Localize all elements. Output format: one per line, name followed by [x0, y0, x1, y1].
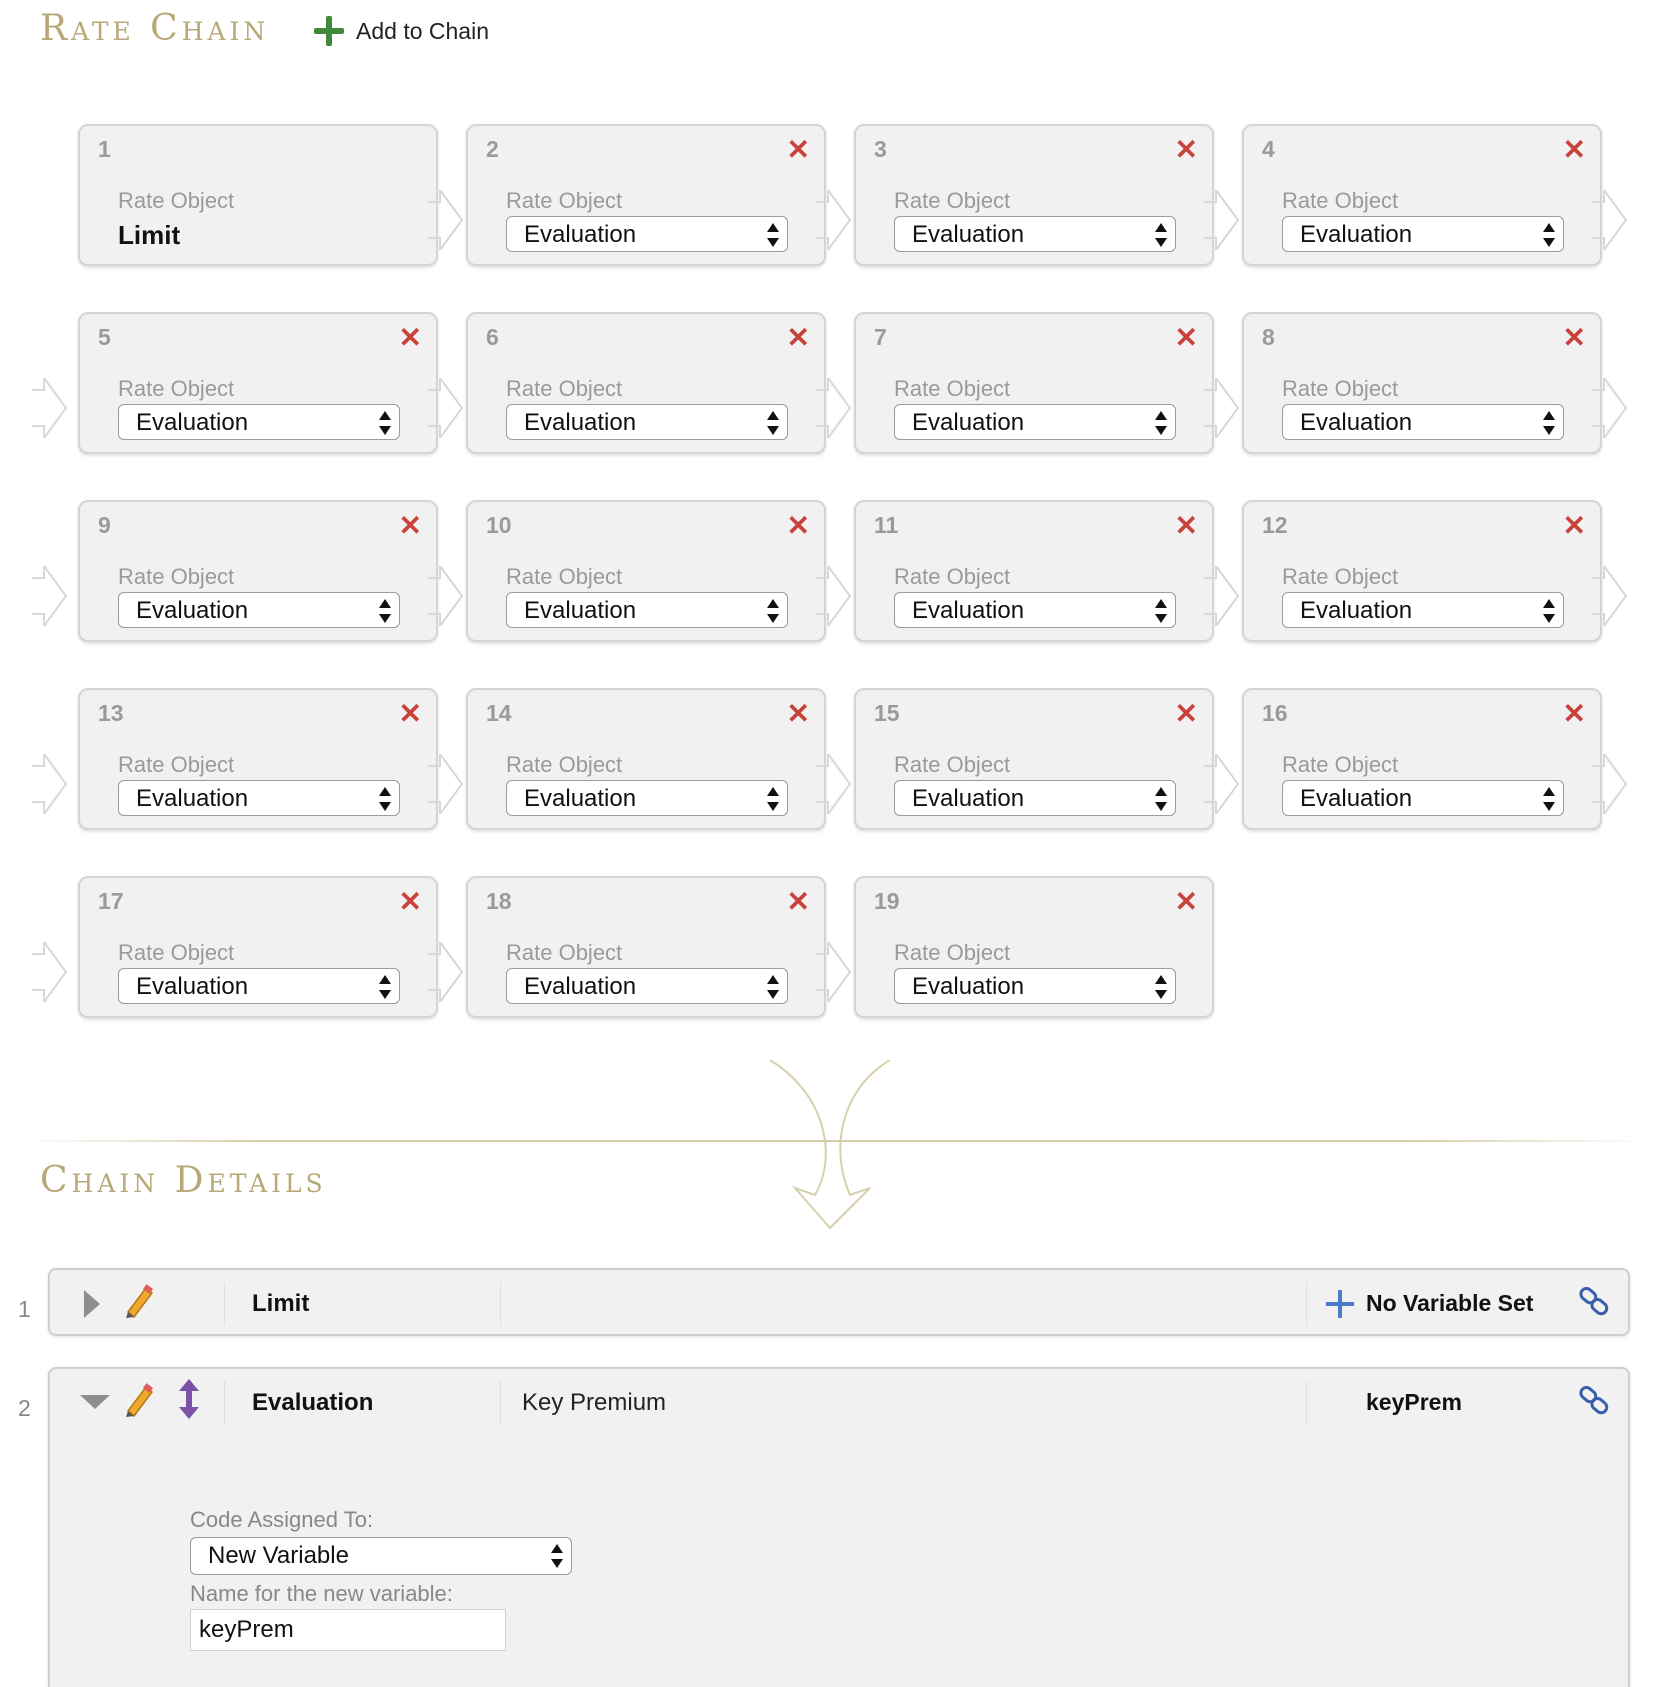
- rate-chain-card: [78, 500, 438, 642]
- card-number: 1: [98, 136, 111, 162]
- select-arrows-icon: [767, 411, 779, 435]
- rate-object-value: Evaluation: [524, 409, 637, 436]
- close-icon[interactable]: ✕: [1562, 510, 1586, 541]
- rate-object-value: Evaluation: [524, 973, 637, 1000]
- close-icon[interactable]: ✕: [1174, 698, 1198, 729]
- rate-object-value: Evaluation: [136, 785, 249, 812]
- close-icon[interactable]: ✕: [398, 322, 422, 353]
- rate-object-select[interactable]: [506, 780, 788, 816]
- rate-object-select[interactable]: [1282, 216, 1564, 252]
- add-to-chain-label: Add to Chain: [356, 17, 489, 44]
- close-icon[interactable]: ✕: [1174, 134, 1198, 165]
- column-separator: [224, 1381, 225, 1425]
- rate-object-label: Rate Object: [894, 188, 1011, 213]
- rate-object-label: Rate Object: [506, 376, 623, 401]
- rate-object-value: Evaluation: [1300, 409, 1413, 436]
- column-separator: [500, 1282, 501, 1326]
- rate-object-value: Evaluation: [524, 785, 637, 812]
- rate-object-select[interactable]: [118, 780, 400, 816]
- close-icon[interactable]: ✕: [1562, 322, 1586, 353]
- code-assigned-value: New Variable: [208, 1542, 349, 1569]
- rate-object-select[interactable]: [506, 592, 788, 628]
- rate-object-value: Evaluation: [912, 221, 1025, 248]
- close-icon[interactable]: ✕: [1562, 698, 1586, 729]
- rate-object-select[interactable]: [1282, 592, 1564, 628]
- rate-object-value: Limit: [118, 220, 181, 250]
- detail-variable: No Variable Set: [1366, 1290, 1534, 1316]
- rate-chain-card: [466, 500, 826, 642]
- rate-object-label: Rate Object: [1282, 188, 1399, 213]
- rate-object-select[interactable]: [894, 780, 1176, 816]
- rate-object-select[interactable]: [506, 216, 788, 252]
- rate-chain-card: [78, 312, 438, 454]
- rate-chain-card: [854, 688, 1214, 830]
- select-arrows-icon: [379, 787, 391, 811]
- detail-variable: keyPrem: [1366, 1389, 1462, 1415]
- rate-object-select[interactable]: [118, 404, 400, 440]
- rate-object-label: Rate Object: [1282, 564, 1399, 589]
- pencil-icon[interactable]: [124, 1284, 154, 1318]
- card-number: 4: [1262, 136, 1275, 162]
- pencil-icon[interactable]: [124, 1383, 154, 1417]
- card-number: 18: [486, 888, 512, 914]
- card-number: 2: [486, 136, 499, 162]
- card-number: 16: [1262, 700, 1288, 726]
- chain-connector-arrow: [32, 378, 78, 438]
- rate-object-value: Evaluation: [1300, 597, 1413, 624]
- column-separator: [1306, 1381, 1307, 1425]
- detail-row-index: 2: [18, 1395, 31, 1421]
- rate-object-value: Evaluation: [136, 409, 249, 436]
- section-divider: [20, 1140, 1650, 1142]
- rate-chain-card: [1242, 312, 1602, 454]
- rate-object-value: Evaluation: [136, 597, 249, 624]
- rate-object-select[interactable]: [894, 216, 1176, 252]
- rate-object-label: Rate Object: [118, 188, 235, 213]
- card-number: 7: [874, 324, 887, 350]
- close-icon[interactable]: ✕: [398, 698, 422, 729]
- close-icon[interactable]: ✕: [1562, 134, 1586, 165]
- select-arrows-icon: [1155, 411, 1167, 435]
- close-icon[interactable]: ✕: [1174, 886, 1198, 917]
- select-arrows-icon: [1543, 223, 1555, 247]
- rate-chain-card: [466, 124, 826, 266]
- close-icon[interactable]: ✕: [786, 886, 810, 917]
- select-arrows-icon: [767, 787, 779, 811]
- card-number: 19: [874, 888, 900, 914]
- rate-chain-card: [854, 124, 1214, 266]
- select-arrows-icon: [379, 599, 391, 623]
- select-arrows-icon: [379, 975, 391, 999]
- rate-chain-card: [78, 124, 438, 266]
- detail-name: Limit: [252, 1290, 310, 1317]
- chain-connector-arrow: [32, 754, 78, 814]
- rate-chain-card: [854, 876, 1214, 1018]
- close-icon[interactable]: ✕: [786, 134, 810, 165]
- select-arrows-icon: [1543, 787, 1555, 811]
- add-variable-icon[interactable]: [1326, 1290, 1354, 1318]
- rate-object-value: Evaluation: [912, 785, 1025, 812]
- card-number: 15: [874, 700, 900, 726]
- rate-object-value: Evaluation: [912, 597, 1025, 624]
- rate-chain-card: [466, 688, 826, 830]
- rate-object-value: Evaluation: [912, 409, 1025, 436]
- detail-row: [48, 1268, 1630, 1336]
- rate-chain-card: [466, 312, 826, 454]
- card-number: 10: [486, 512, 512, 538]
- card-number: 11: [874, 512, 899, 538]
- rate-object-select[interactable]: [894, 404, 1176, 440]
- rate-chain-title: Rate Chain: [40, 8, 270, 49]
- rate-object-label: Rate Object: [1282, 376, 1399, 401]
- card-number: 5: [98, 324, 111, 350]
- close-icon[interactable]: ✕: [786, 698, 810, 729]
- close-icon[interactable]: ✕: [786, 322, 810, 353]
- rate-object-select[interactable]: [118, 592, 400, 628]
- chain-link-icon[interactable]: [1578, 1286, 1610, 1318]
- rate-object-label: Rate Object: [506, 188, 623, 213]
- rate-object-label: Rate Object: [118, 564, 235, 589]
- code-assigned-select[interactable]: [190, 1537, 572, 1575]
- column-separator: [1306, 1282, 1307, 1326]
- select-arrows-icon: [1155, 599, 1167, 623]
- select-arrows-icon: [1543, 599, 1555, 623]
- rate-object-label: Rate Object: [506, 940, 623, 965]
- close-icon[interactable]: ✕: [398, 510, 422, 541]
- rate-object-value: Evaluation: [912, 973, 1025, 1000]
- rate-object-value: Evaluation: [524, 221, 637, 248]
- rate-chain-card: [78, 876, 438, 1018]
- card-number: 6: [486, 324, 499, 350]
- card-number: 8: [1262, 324, 1275, 350]
- rate-object-select[interactable]: [1282, 404, 1564, 440]
- triangle-right-icon[interactable]: [84, 1290, 100, 1318]
- chain-connector-arrow: [32, 566, 78, 626]
- card-number: 3: [874, 136, 887, 162]
- rate-object-select[interactable]: [894, 968, 1176, 1004]
- chain-details-title: Chain Details: [40, 1160, 327, 1201]
- rate-object-value: Evaluation: [136, 973, 249, 1000]
- rate-object-value: Evaluation: [524, 597, 637, 624]
- close-icon[interactable]: ✕: [786, 510, 810, 541]
- select-arrows-icon: [379, 411, 391, 435]
- close-icon[interactable]: ✕: [398, 886, 422, 917]
- move-arrows-icon[interactable]: [178, 1379, 200, 1419]
- column-separator: [224, 1282, 225, 1326]
- rate-object-label: Rate Object: [894, 752, 1011, 777]
- rate-object-value: Evaluation: [1300, 785, 1413, 812]
- chain-connector-arrow: [32, 942, 78, 1002]
- curved-down-arrow-icon: [760, 1060, 900, 1230]
- select-arrows-icon: [1155, 975, 1167, 999]
- variable-name-label: Name for the new variable:: [190, 1581, 453, 1606]
- rate-object-select[interactable]: [506, 404, 788, 440]
- card-number: 13: [98, 700, 124, 726]
- select-arrows-icon: [1155, 223, 1167, 247]
- rate-object-label: Rate Object: [1282, 752, 1399, 777]
- select-arrows-icon: [1543, 411, 1555, 435]
- rate-chain-card: [854, 500, 1214, 642]
- detail-row-index: 1: [18, 1296, 31, 1322]
- select-arrows-icon: [551, 1544, 563, 1568]
- rate-object-label: Rate Object: [894, 376, 1011, 401]
- rate-object-label: Rate Object: [506, 752, 623, 777]
- detail-row-expanded: [48, 1367, 1630, 1687]
- select-arrows-icon: [767, 599, 779, 623]
- card-number: 12: [1262, 512, 1288, 538]
- detail-name: Evaluation: [252, 1389, 374, 1416]
- triangle-down-icon[interactable]: [80, 1395, 110, 1409]
- rate-object-select[interactable]: [118, 968, 400, 1004]
- rate-chain-card: [1242, 124, 1602, 266]
- select-arrows-icon: [1155, 787, 1167, 811]
- rate-object-value: Evaluation: [1300, 221, 1413, 248]
- close-icon[interactable]: ✕: [1174, 322, 1198, 353]
- rate-chain-card: [1242, 688, 1602, 830]
- select-arrows-icon: [767, 223, 779, 247]
- rate-chain-card: [854, 312, 1214, 454]
- detail-description: Key Premium: [522, 1389, 667, 1416]
- select-arrows-icon: [767, 975, 779, 999]
- column-separator: [500, 1381, 501, 1425]
- rate-object-select[interactable]: [506, 968, 788, 1004]
- close-icon[interactable]: ✕: [1174, 510, 1198, 541]
- chain-link-icon[interactable]: [1578, 1385, 1610, 1417]
- code-assigned-label: Code Assigned To:: [190, 1507, 374, 1532]
- rate-object-label: Rate Object: [118, 752, 235, 777]
- rate-object-label: Rate Object: [894, 940, 1011, 965]
- card-number: 14: [486, 700, 512, 726]
- rate-object-label: Rate Object: [118, 940, 235, 965]
- rate-object-label: Rate Object: [506, 564, 623, 589]
- rate-object-label: Rate Object: [894, 564, 1011, 589]
- rate-object-select[interactable]: [894, 592, 1176, 628]
- rate-chain-card: [1242, 500, 1602, 642]
- card-number: 17: [98, 888, 124, 914]
- card-number: 9: [98, 512, 111, 538]
- rate-chain-card: [466, 876, 826, 1018]
- rate-object-label: Rate Object: [118, 376, 235, 401]
- rate-chain-card: [78, 688, 438, 830]
- rate-object-select[interactable]: [1282, 780, 1564, 816]
- variable-name-input[interactable]: [190, 1609, 506, 1651]
